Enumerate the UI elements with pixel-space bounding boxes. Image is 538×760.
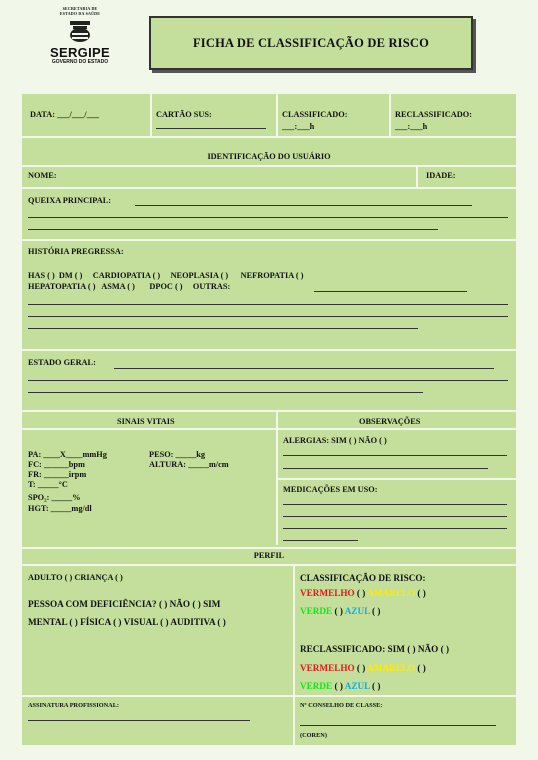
observacoes-heading: OBSERVAÇÕES: [359, 417, 421, 426]
fc-field[interactable]: FC: ______bpm: [28, 460, 85, 469]
estado-geral-line-3[interactable]: [28, 392, 423, 393]
estado-geral-line-1[interactable]: [114, 368, 494, 369]
reclassificado-option[interactable]: RECLASSIFICADO: SIM ( ) NÃO ( ): [300, 644, 450, 654]
coren-label: (COREN): [300, 732, 327, 739]
classificacao-risco-label: CLASSIFICAÇÃO DE RISCO:: [300, 573, 426, 583]
historia-line-3[interactable]: [28, 328, 418, 329]
risk-row-2[interactable]: [300, 606, 380, 616]
estado-geral-label: ESTADO GERAL:: [28, 358, 96, 367]
reclass-risk-row-2[interactable]: [300, 681, 380, 691]
historia-heading: HISTÓRIA PREGRESSA:: [28, 247, 124, 256]
logo-line-2: ESTADO DA SAÚDE: [59, 11, 101, 16]
estado-geral-line-2[interactable]: [28, 380, 508, 381]
reclass-amarelo-label: AMARELO: [367, 663, 416, 673]
reclass-vermelho-checkbox[interactable]: ( ): [356, 663, 366, 673]
reclassificado-time-field[interactable]: ___:___h: [395, 122, 428, 131]
reclass-risk-row-1[interactable]: [300, 663, 426, 673]
reclass-vermelho-label: VERMELHO: [300, 663, 355, 673]
hgt-field[interactable]: HGT: _____mg/dl: [28, 504, 92, 513]
medicacoes-line-2[interactable]: [283, 516, 507, 517]
temperatura-field[interactable]: T: _____°C: [28, 480, 68, 489]
outras-input[interactable]: [314, 291, 467, 292]
nome-label: NOME:: [28, 171, 57, 180]
sergipe-logo: [44, 6, 116, 80]
fr-field[interactable]: FR: ______irpm: [28, 470, 87, 479]
reclass-verde-checkbox[interactable]: ( ): [334, 681, 343, 691]
conselho-label: Nº CONSELHO DE CLASSE:: [300, 702, 383, 709]
reclass-amarelo-checkbox[interactable]: ( ): [417, 663, 426, 673]
queixa-input-line-2[interactable]: [28, 217, 508, 218]
cartao-sus-input[interactable]: [156, 128, 266, 129]
vermelho-label: VERMELHO: [300, 588, 355, 598]
amarelo-checkbox[interactable]: ( ): [417, 588, 426, 598]
medicacoes-line-1[interactable]: [283, 504, 507, 505]
assinatura-label: ASSINATURA PROFISSIONAL:: [28, 702, 120, 709]
emblem-icon: [68, 19, 92, 45]
historia-line-2[interactable]: [28, 316, 508, 317]
queixa-input-line-3[interactable]: [28, 229, 438, 230]
reclass-azul-label: AZUL: [344, 681, 370, 691]
verde-checkbox[interactable]: ( ): [334, 606, 343, 616]
medicacoes-label: MEDICAÇÕES EM USO:: [283, 485, 378, 494]
alergias-field[interactable]: ALERGIAS: SIM ( ) NÃO ( ): [283, 436, 387, 445]
alergias-line-1[interactable]: [283, 455, 507, 456]
logo-sub: GOVERNO DO ESTADO: [51, 59, 109, 65]
page-title: FICHA DE CLASSIFICAÇÃO DE RISCO: [149, 16, 473, 70]
adulto-crianca-option[interactable]: ADULTO ( ) CRIANÇA ( ): [28, 573, 123, 582]
assinatura-input[interactable]: [28, 720, 250, 721]
conselho-input[interactable]: [300, 725, 496, 726]
verde-label: VERDE: [300, 606, 333, 616]
queixa-input-line-1[interactable]: [135, 205, 472, 206]
reclass-verde-label: VERDE: [300, 681, 333, 691]
logo-name: SERGIPE: [50, 45, 110, 60]
medicacoes-line-4[interactable]: [283, 540, 358, 541]
date-field[interactable]: DATA: ___/___/___: [30, 110, 100, 119]
classificado-time-field[interactable]: ___:___h: [282, 122, 315, 131]
sinais-vitais-heading: SINAIS VITAIS: [117, 417, 175, 426]
reclassificado-label: RECLASSIFICADO:: [395, 110, 472, 119]
classificado-label: CLASSIFICADO:: [282, 110, 348, 119]
amarelo-label: AMARELO: [367, 588, 416, 598]
historia-line-1[interactable]: [28, 304, 508, 305]
reclass-azul-checkbox[interactable]: ( ): [372, 681, 381, 691]
peso-field[interactable]: PESO: _____kg: [149, 450, 206, 459]
azul-label: AZUL: [344, 606, 370, 616]
identificacao-heading: IDENTIFICAÇÃO DO USUÁRIO: [207, 152, 331, 161]
medicacoes-line-3[interactable]: [283, 528, 507, 529]
vermelho-checkbox[interactable]: ( ): [356, 588, 366, 598]
queixa-label: QUEIXA PRINCIPAL:: [28, 196, 112, 205]
perfil-heading: PERFIL: [253, 551, 285, 560]
azul-checkbox[interactable]: ( ): [372, 606, 381, 616]
logo-line-1: SECRETARIA DE: [62, 6, 98, 11]
historia-options-line-2[interactable]: HEPATOPATIA ( ) ASMA ( ) DPOC ( ) OUTRAS:: [28, 282, 231, 291]
idade-label: IDADE:: [426, 171, 456, 180]
deficiencia-tipos-option[interactable]: MENTAL ( ) FÍSICA ( ) VISUAL ( ) AUDITIVA ( ): [28, 617, 226, 627]
historia-options-line-1[interactable]: HAS ( ) DM ( ) CARDIOPATIA ( ) NEOPLASIA ( ) NEFROPATIA ( ): [28, 271, 304, 280]
pa-field[interactable]: PA: ____X____mmHg: [28, 450, 107, 459]
cartao-sus-label: CARTÃO SUS:: [156, 110, 212, 119]
alergias-line-2[interactable]: [283, 468, 488, 469]
altura-field[interactable]: ALTURA: _____m/cm: [149, 460, 229, 469]
form-body: [22, 94, 516, 745]
deficiencia-option[interactable]: PESSOA COM DEFICIÊNCIA? ( ) NÃO ( ) SIM: [28, 599, 221, 609]
spo2-field[interactable]: SPO₂: _____%: [28, 493, 81, 502]
risk-row-1[interactable]: [300, 588, 426, 598]
